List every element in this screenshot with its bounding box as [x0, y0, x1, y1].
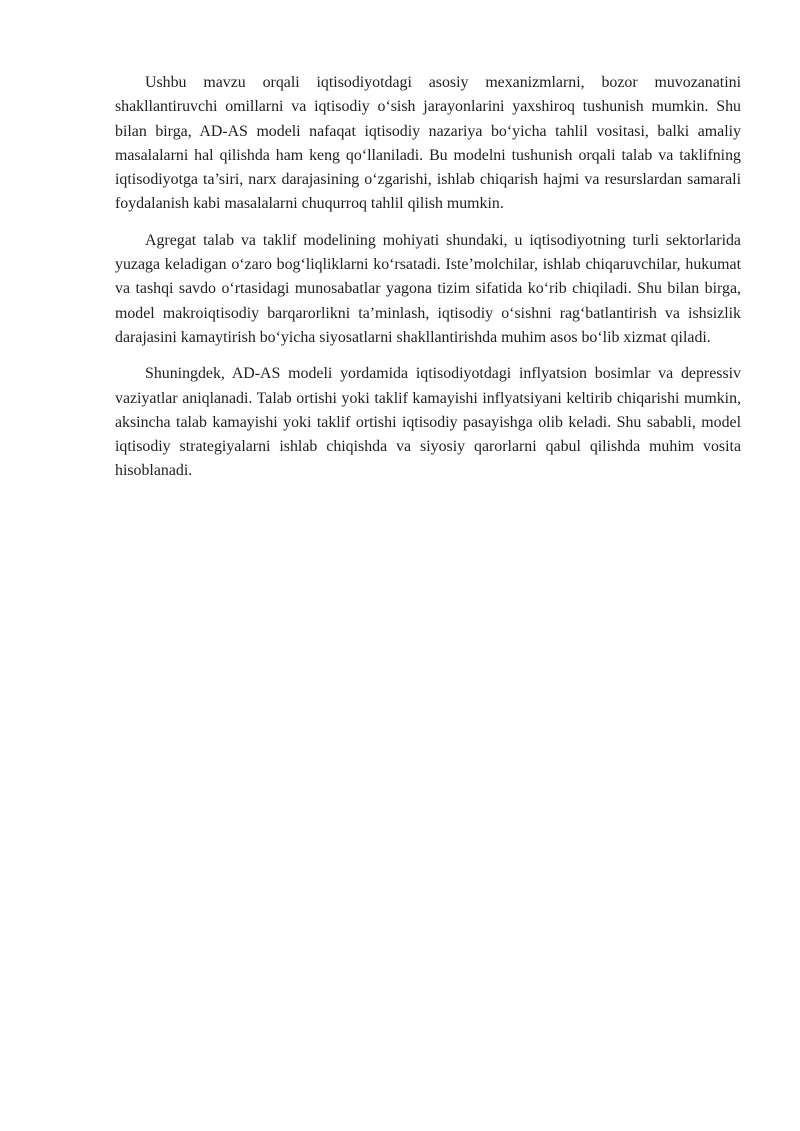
body-text [115, 71, 741, 496]
paragraph-2: Agregat talab va taklif modelining mohiyati shundaki, u iqtisodiyotning turli sektorlarida yuzaga keladigan o‘zaro bog‘liqliklarni ko‘rsatadi. Iste’molchilar, ishlab chiqaruvchilar, hukumat va tashqi savdo o‘rtasidagi munosabatlar yagona tizim sifatida ko‘rib chiqiladi. Shu bilan birga, model makroiqtisodiy barqarorlikni ta’minlash, iqtisodiy o‘sishni rag‘batlantirish va ishsizlik darajasini kamaytirish bo‘yicha siyosatlarni shakllantirishda muhim asos bo‘lib xizmat qiladi. [115, 231, 741, 346]
paragraph-3: Shuningdek, AD-AS modeli yordamida iqtisodiyotdagi inflyatsion bosimlar va depressiv vaziyatlar aniqlanadi. Talab ortishi yoki taklif kamayishi inflyatsiyani keltirib chiqarishi mumkin, aksincha talab kamayishi yoki taklif ortishi iqtisodiy pasayishga olib keladi. Shu sababli, model iqtisodiy strategiyalarni ishlab chiqishda va siyosiy qarorlarni qabul qilishda muhim vosita hisoblanadi. [115, 365, 741, 480]
paragraph-1: Ushbu mavzu orqali iqtisodiyotdagi asosiy mexanizmlarni, bozor muvozanatini shakllantiruvchi omillarni va iqtisodiy o‘sish jarayonlarini yaxshiroq tushunish mumkin. Shu bilan birga, AD-AS modeli nafaqat iqtisodiy nazariya bo‘yicha tahlil vositasi, balki amaliy masalalarni hal qilishda ham keng qo‘llaniladi. Bu modelni tushunish orqali talab va taklifning iqtisodiyotga ta’siri, narx darajasining o‘zgarishi, ishlab chiqarish hajmi va resurslardan samarali foydalanish kabi masalalarni chuqurroq tahlil qilish mumkin. [115, 74, 741, 213]
